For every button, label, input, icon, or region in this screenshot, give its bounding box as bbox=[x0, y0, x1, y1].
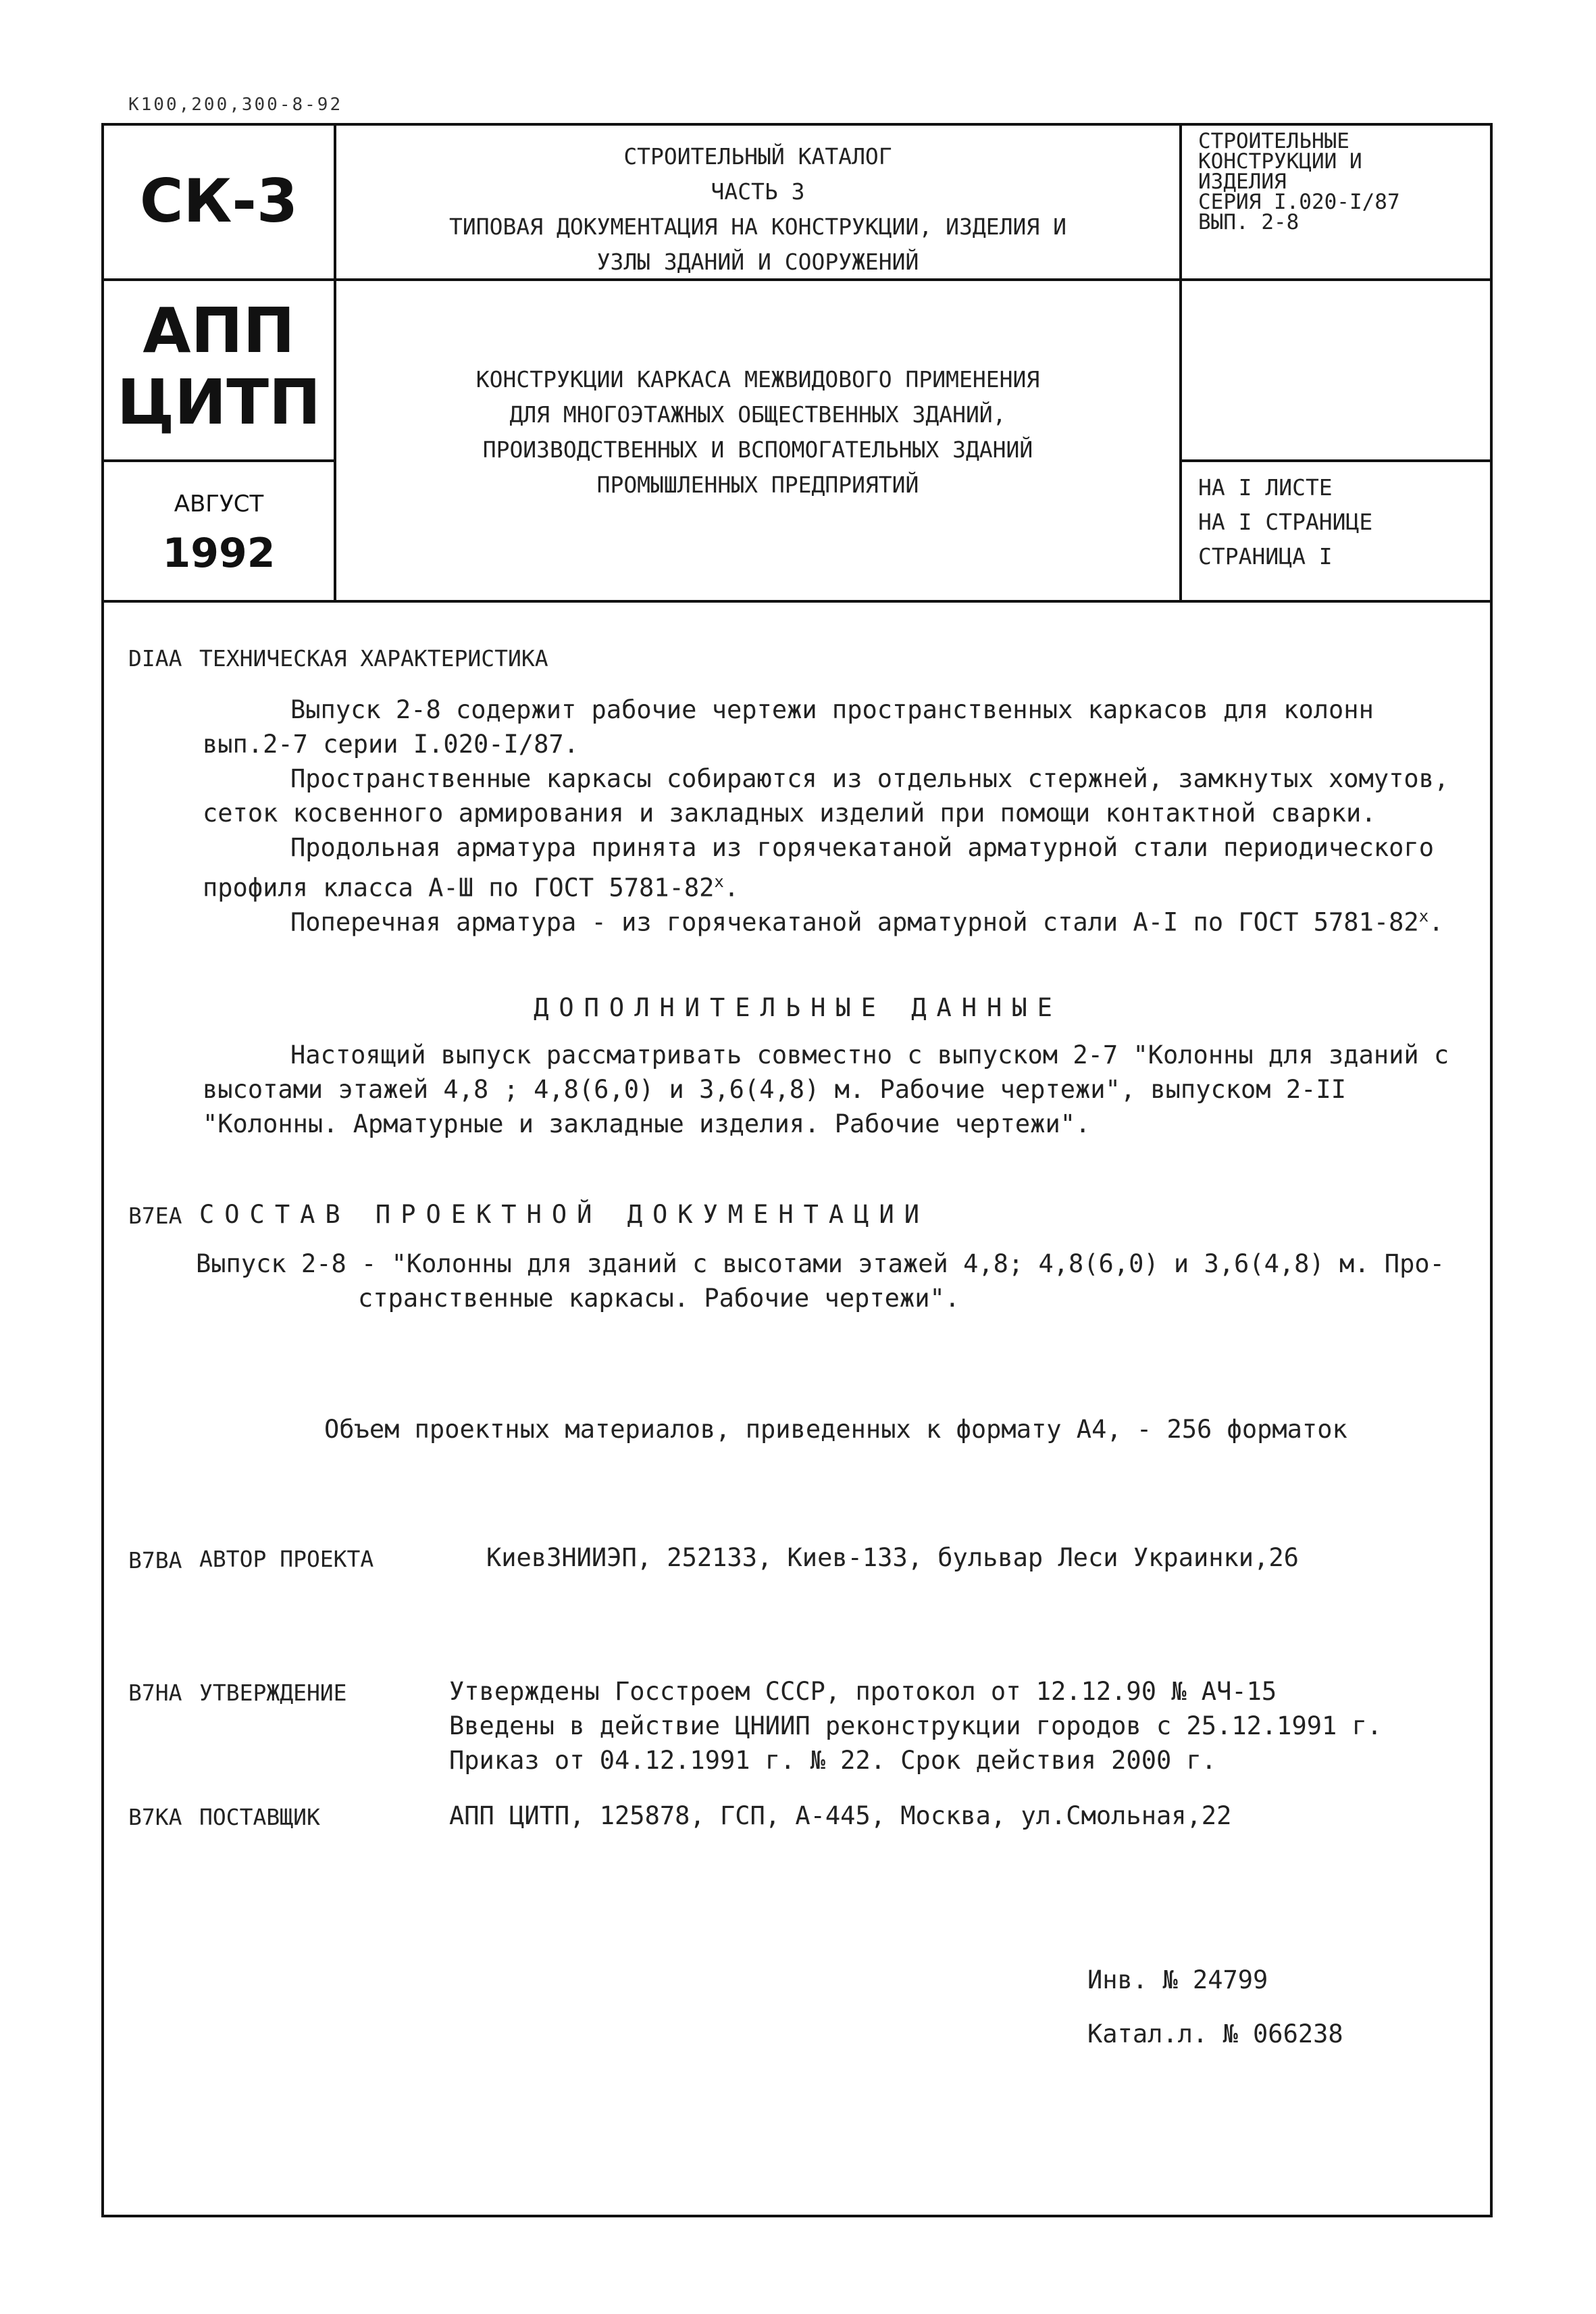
tech-line: профиля класса А-Ш по ГОСТ 5781-82 bbox=[203, 873, 715, 903]
extra-line: высотами этажей 4,8 ; 4,8(6,0) и 3,6(4,8) м. Рабочие чертежи", выпуском 2-II bbox=[203, 1075, 1346, 1104]
series-line: ИЗДЕЛИЯ bbox=[1198, 170, 1287, 194]
tech-line: вып.2-7 серии I.020-I/87. bbox=[203, 730, 579, 759]
catalog-line: ТИПОВАЯ ДОКУМЕНТАЦИЯ НА КОНСТРУКЦИИ, ИЗДЕЛИЯ И bbox=[449, 213, 1066, 240]
series-line: КОНСТРУКЦИИ И bbox=[1198, 149, 1362, 174]
author-code: В7ВА bbox=[128, 1547, 182, 1574]
extra-line: "Колонны. Арматурные и закладные изделия. Рабочие чертежи". bbox=[203, 1109, 1091, 1138]
author-value: КиевЗНИИЭП, 252133, Киев-133, бульвар Леси Украинки,26 bbox=[486, 1543, 1299, 1572]
sk-label: СК-3 bbox=[139, 166, 299, 236]
supplier-label: ПОСТАВЩИК bbox=[199, 1804, 320, 1830]
series-line: СЕРИЯ I.020-I/87 bbox=[1198, 190, 1400, 214]
volume-line: Объем проектных материалов, приведенных к формату А4, - 256 форматок bbox=[324, 1415, 1347, 1444]
series-line: СТРОИТЕЛЬНЫЕ bbox=[1198, 129, 1349, 153]
year-label: 1992 bbox=[162, 530, 276, 577]
author-label: АВТОР ПРОЕКТА bbox=[199, 1546, 374, 1572]
tech-line: Поперечная арматура - из горячекатаной арматурной стали А-I по ГОСТ 5781-82 bbox=[290, 907, 1419, 937]
composition-code: В7ЕА bbox=[128, 1203, 182, 1229]
tech-line-gost bbox=[290, 899, 1443, 939]
tech-code: DIAA bbox=[128, 645, 182, 672]
app-label: АПП bbox=[143, 295, 295, 367]
header-divider-right bbox=[1179, 126, 1182, 603]
citp-label: ЦИТП bbox=[116, 366, 321, 438]
tech-heading: ТЕХНИЧЕСКАЯ ХАРАКТЕРИСТИКА bbox=[199, 645, 548, 672]
composition-heading: СОСТАВ ПРОЕКТНОЙ ДОКУМЕНТАЦИИ bbox=[199, 1200, 930, 1229]
supplier-code: В7КА bbox=[128, 1804, 182, 1830]
catalog-line: ЧАСТЬ 3 bbox=[711, 178, 805, 205]
catalog-line: СТРОИТЕЛЬНЫЙ КАТАЛОГ bbox=[623, 143, 892, 170]
tech-line: Выпуск 2-8 содержит рабочие чертежи пространственных каркасов для колонн bbox=[290, 695, 1374, 724]
superscript: х bbox=[714, 872, 724, 891]
header-rule-right bbox=[1182, 459, 1490, 462]
title-line: КОНСТРУКЦИИ КАРКАСА МЕЖВИДОВОГО ПРИМЕНЕНИЯ bbox=[475, 366, 1040, 393]
extra-heading: ДОПОЛНИТЕЛЬНЫЕ ДАННЫЕ bbox=[534, 993, 1062, 1022]
catalog-title bbox=[336, 139, 1179, 280]
header-rule-bottom bbox=[104, 600, 1490, 603]
document-title bbox=[336, 362, 1179, 503]
superscript: х bbox=[1418, 907, 1429, 926]
line-end: . bbox=[1428, 907, 1444, 937]
approval-line: Приказ от 04.12.1991 г. № 22. Срок действия 2000 г. bbox=[449, 1746, 1217, 1775]
approval-line: Введены в действие ЦНИИП реконструкции городов с 25.12.1991 г. bbox=[449, 1711, 1383, 1740]
title-line: ДЛЯ МНОГОЭТАЖНЫХ ОБЩЕСТВЕННЫХ ЗДАНИЙ, bbox=[509, 401, 1006, 428]
catalog-line: УЗЛЫ ЗДАНИЙ И СООРУЖЕНИЙ bbox=[596, 249, 919, 275]
sheet-line: НА I СТРАНИЦЕ bbox=[1198, 509, 1373, 535]
tech-line: Продольная арматура принята из горячекатаной арматурной стали периодического bbox=[290, 833, 1434, 862]
extra-line: Настоящий выпуск рассматривать совместно с выпуском 2-7 "Колонны для зданий с bbox=[290, 1040, 1449, 1070]
tech-line: Пространственные каркасы собираются из отдельных стержней, замкнутых хомутов, bbox=[290, 764, 1449, 793]
composition-line: странственные каркасы. Рабочие чертежи". bbox=[358, 1284, 960, 1313]
composition-line: Выпуск 2-8 - "Колонны для зданий с высотами этажей 4,8; 4,8(6,0) и 3,6(4,8) м. Про- bbox=[196, 1249, 1445, 1278]
series-line: ВЫП. 2-8 bbox=[1198, 210, 1299, 234]
page-frame bbox=[101, 123, 1493, 2217]
series-info bbox=[1198, 131, 1482, 232]
title-line: ПРОМЫШЛЕННЫХ ПРЕДПРИЯТИЙ bbox=[596, 472, 919, 498]
sheet-line: СТРАНИЦА I bbox=[1198, 543, 1333, 570]
sheet-info bbox=[1198, 470, 1482, 574]
approval-line: Утверждены Госстроем СССР, протокол от 12.12.90 № АЧ-15 bbox=[449, 1677, 1277, 1706]
month-label: АВГУСТ bbox=[174, 491, 264, 518]
document-code: К100,200,300-8-92 bbox=[128, 95, 343, 115]
tech-line: сеток косвенного армирования и закладных изделий при помощи контактной сварки. bbox=[203, 799, 1376, 828]
header-rule-left bbox=[104, 459, 334, 462]
sheet-line: НА I ЛИСТЕ bbox=[1198, 474, 1333, 501]
line-end: . bbox=[723, 873, 740, 903]
catalog-sheet-number: Катал.л. № 066238 bbox=[1087, 2019, 1343, 2048]
supplier-value: АПП ЦИТП, 125878, ГСП, А-445, Москва, ул.Смольная,22 bbox=[449, 1801, 1232, 1830]
approval-code: В7НА bbox=[128, 1680, 182, 1706]
title-line: ПРОИЗВОДСТВЕННЫХ И ВСПОМОГАТЕЛЬНЫХ ЗДАНИЙ bbox=[482, 436, 1033, 463]
approval-label: УТВЕРЖДЕНИЕ bbox=[199, 1680, 347, 1706]
inventory-number: Инв. № 24799 bbox=[1087, 1965, 1268, 1994]
